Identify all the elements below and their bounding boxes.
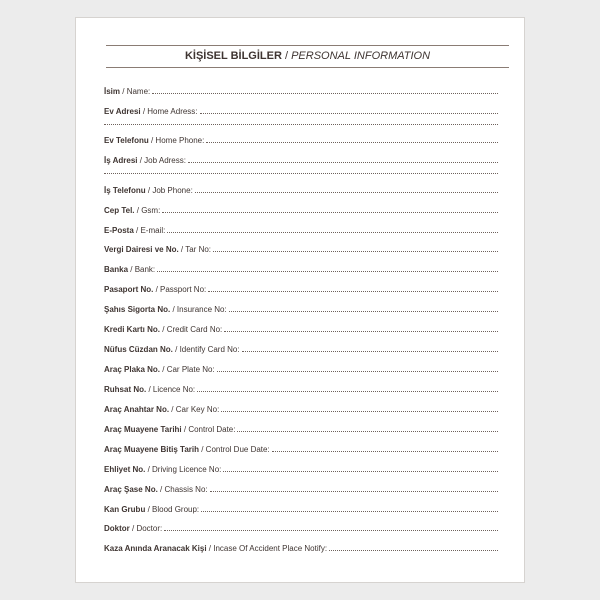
title-top-rule [106,45,509,46]
personal-info-page [75,17,525,583]
fill-line[interactable] [201,511,498,512]
field-row-chassis[interactable]: Araç Şase No. / Chassis No: [104,482,498,494]
field-row-tax-no[interactable]: Vergi Dairesi ve No. / Tar No: [104,242,498,254]
field-row-driving-licence[interactable]: Ehliyet No. / Driving Licence No: [104,462,498,474]
fill-line[interactable] [224,331,498,332]
fill-line[interactable] [195,192,498,193]
fill-line[interactable] [272,451,498,452]
field-row-email[interactable]: E-Posta / E-mail: [104,223,498,235]
field-row-doctor[interactable]: Doktor / Doctor: [104,521,498,533]
fill-line[interactable] [208,291,498,292]
field-row-name[interactable]: İsim / Name: [104,84,498,96]
fill-line[interactable] [237,431,498,432]
field-row-insurance[interactable]: Şahıs Sigorta No. / Insurance No: [104,302,498,314]
field-row-identity-card[interactable]: Nüfus Cüzdan No. / Identify Card No: [104,342,498,354]
field-row-car-key[interactable]: Araç Anahtar No. / Car Key No: [104,402,498,414]
fill-line[interactable] [217,371,498,372]
field-row-job-address[interactable]: İş Adresi / Job Adress: [104,153,498,165]
field-row-job-phone[interactable]: İş Telefonu / Job Phone: [104,183,498,195]
field-row-control-date[interactable]: Araç Muayene Tarihi / Control Date: [104,422,498,434]
field-row-gsm[interactable]: Cep Tel. / Gsm: [104,203,498,215]
field-row-home-address[interactable]: Ev Adresi / Home Adress: [104,104,498,116]
fill-line-continuation[interactable] [104,173,498,174]
fill-line[interactable] [157,271,498,272]
fill-line[interactable] [223,471,498,472]
fill-line[interactable] [200,113,498,114]
fill-line[interactable] [210,491,498,492]
field-row-bank[interactable]: Banka / Bank: [104,262,498,274]
fill-line[interactable] [329,550,498,551]
page-title: KİŞİSEL BİLGİLER / PERSONAL INFORMATION [184,50,431,62]
fill-line[interactable] [229,311,498,312]
fill-line[interactable] [167,232,498,233]
fill-line[interactable] [152,93,498,94]
field-row-credit-card[interactable]: Kredi Kartı No. / Credit Card No: [104,322,498,334]
title-bottom-rule [106,67,509,68]
field-row-car-plate[interactable]: Araç Plaka No. / Car Plate No: [104,362,498,374]
fill-line[interactable] [221,411,498,412]
fill-line-continuation[interactable] [104,124,498,125]
field-row-passport[interactable]: Pasaport No. / Passport No: [104,282,498,294]
fill-line[interactable] [164,530,498,531]
field-row-emergency-contact[interactable]: Kaza Anında Aranacak Kişi / Incase Of Accident Place Notify: [104,541,498,553]
field-row-home-phone[interactable]: Ev Telefonu / Home Phone: [104,133,498,145]
fill-line[interactable] [188,162,498,163]
fill-line[interactable] [213,251,498,252]
fill-line[interactable] [162,212,498,213]
field-row-control-due-date[interactable]: Araç Muayene Bitiş Tarih / Control Due Date: [104,442,498,454]
field-row-blood-group[interactable]: Kan Grubu / Blood Group: [104,502,498,514]
fill-line[interactable] [206,142,498,143]
fill-line[interactable] [242,351,498,352]
fill-line[interactable] [197,391,498,392]
field-row-licence[interactable]: Ruhsat No. / Licence No: [104,382,498,394]
